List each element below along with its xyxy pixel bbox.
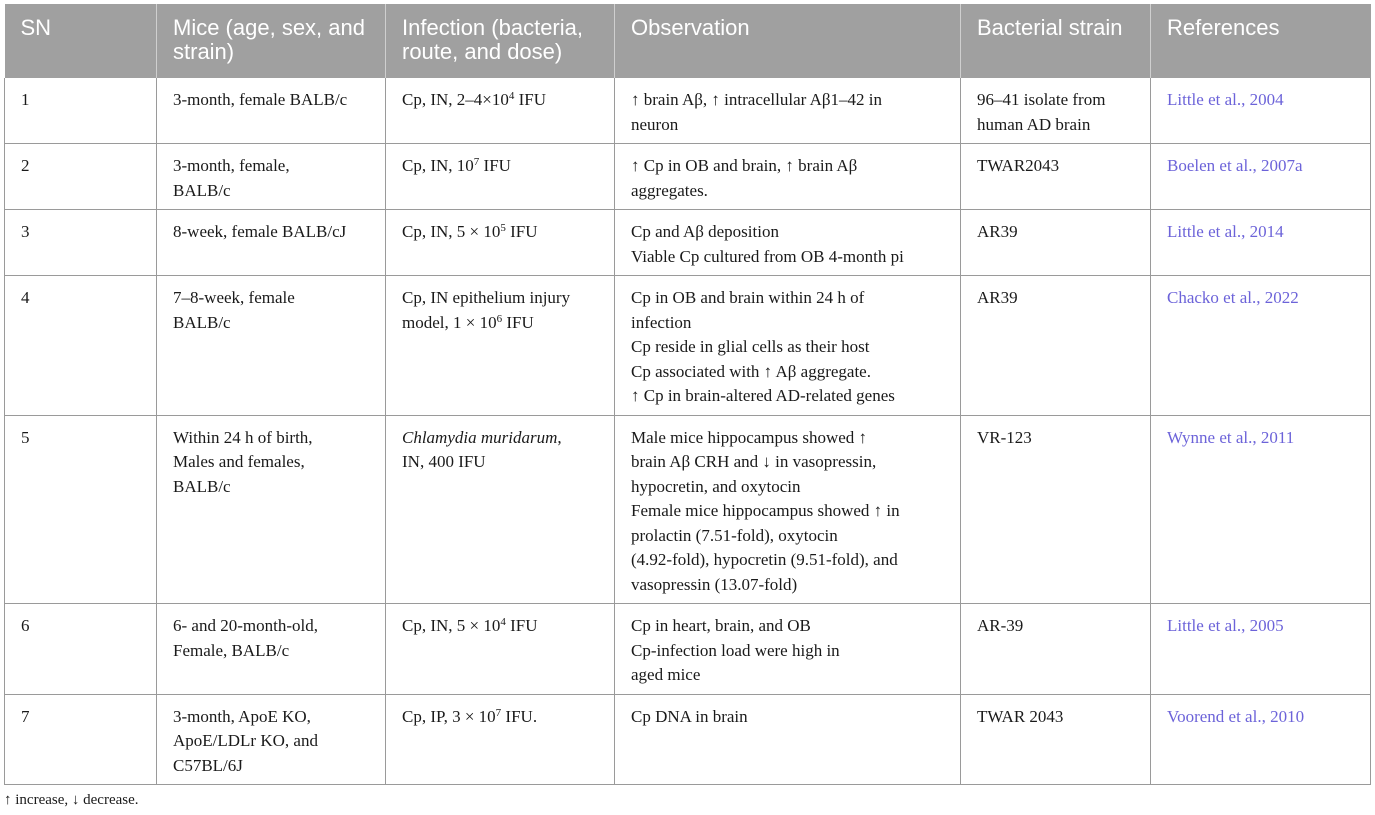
cell-observation: [615, 604, 961, 695]
infection-dose: Cp, IN, 10: [402, 156, 474, 175]
table-row: [5, 78, 1371, 144]
bacteria-name: Chlamydia muridarum: [402, 427, 558, 447]
observation-line: hypocretin, and oxytocin: [631, 476, 801, 496]
cell-reference: [1151, 415, 1371, 604]
reference-link[interactable]: Boelen et al., 2007a: [1167, 156, 1303, 175]
observation-line: ↑ Cp in brain-altered AD-related genes: [631, 386, 895, 405]
dose-exponent: 5: [500, 222, 506, 234]
table-row: [5, 276, 1371, 416]
cell-sn: 1: [5, 78, 157, 144]
strain-line: AR39: [977, 288, 1018, 307]
cell-reference: [1151, 210, 1371, 276]
table-body: [5, 78, 1371, 785]
cell-bacterial-strain: [961, 694, 1151, 785]
strain-line: VR-123: [977, 427, 1032, 447]
observation-line: Male mice hippocampus showed ↑: [631, 427, 868, 447]
infection-dose: Cp, IN, 5 × 10: [402, 222, 501, 241]
observation-line: brain Aβ CRH and ↓ in vasopressin,: [631, 452, 877, 471]
observation-line: Viable Cp cultured from OB 4-month pi: [631, 246, 904, 266]
cell-bacterial-strain: [961, 78, 1151, 144]
observation-line: Cp DNA in brain: [631, 706, 748, 726]
infection-dose: Cp, IN, 5 × 10: [402, 616, 501, 635]
infection-line: [402, 426, 598, 451]
cell-bacterial-strain: [961, 604, 1151, 695]
table-row: [5, 694, 1371, 785]
mice-line: 3-month, female BALB/c: [173, 90, 348, 109]
infection-line: [402, 311, 598, 336]
infection-dose: model, 1 × 10: [402, 312, 497, 332]
dose-exponent: 4: [500, 616, 506, 628]
cell-mice: [157, 694, 386, 785]
table-row: [5, 415, 1371, 604]
cell-observation: [615, 415, 961, 604]
cell-sn: 2: [5, 144, 157, 210]
header-observation: Observation: [615, 4, 961, 78]
header-mice: Mice (age, sex, and strain): [157, 4, 386, 78]
cell-sn: 5: [5, 415, 157, 604]
cell-infection: [386, 276, 615, 416]
header-sn: SN: [5, 4, 157, 78]
dose-exponent: 7: [495, 706, 502, 719]
mice-line: Males and females,: [173, 452, 305, 471]
dose-unit: IFU: [502, 312, 534, 332]
header-infection: Infection (bacteria, route, and dose): [386, 4, 615, 78]
cell-infection: [386, 78, 615, 144]
mice-line: BALB/c: [173, 312, 231, 332]
header-row: [5, 4, 1371, 78]
cell-sn: 7: [5, 694, 157, 785]
reference-link[interactable]: Little et al., 2004: [1167, 90, 1284, 109]
dose-exponent: 6: [496, 312, 503, 325]
observation-line: neuron: [631, 114, 679, 134]
observation-line: Cp and Aβ deposition: [631, 222, 779, 241]
cell-mice: [157, 210, 386, 276]
observation-line: vasopressin (13.07-fold): [631, 574, 798, 594]
cell-observation: [615, 78, 961, 144]
table-container: [4, 4, 1370, 785]
mice-line: 3-month, ApoE KO,: [173, 706, 311, 726]
mice-line: 8-week, female BALB/cJ: [173, 222, 347, 241]
cell-reference: [1151, 78, 1371, 144]
observation-line: aged mice: [631, 665, 701, 684]
mice-line: Female, BALB/c: [173, 640, 290, 660]
observation-line: Cp in OB and brain within 24 h of: [631, 288, 865, 307]
observation-line: ↑ brain Aβ, ↑ intracellular Aβ1–42 in: [631, 90, 882, 109]
dose-exponent: 7: [473, 156, 480, 168]
dose-unit: IFU.: [501, 706, 538, 726]
cell-mice: [157, 604, 386, 695]
strain-line: AR-39: [977, 616, 1024, 635]
observation-line: Cp-infection load were high in: [631, 640, 840, 660]
cell-infection: [386, 604, 615, 695]
cell-bacterial-strain: [961, 415, 1151, 604]
cell-bacterial-strain: [961, 276, 1151, 416]
cell-infection: [386, 415, 615, 604]
cell-sn: 3: [5, 210, 157, 276]
header-references: References: [1151, 4, 1371, 78]
cell-mice: [157, 144, 386, 210]
reference-link[interactable]: Chacko et al., 2022: [1167, 288, 1299, 307]
mice-line: BALB/c: [173, 180, 231, 200]
observation-line: infection: [631, 312, 692, 332]
observation-line: Cp reside in glial cells as their host: [631, 337, 870, 356]
cell-observation: [615, 276, 961, 416]
cell-reference: [1151, 604, 1371, 695]
infection-line: [402, 614, 598, 639]
observation-line: ↑ Cp in OB and brain, ↑ brain Aβ: [631, 156, 858, 175]
reference-link[interactable]: Little et al., 2014: [1167, 222, 1284, 241]
infection-line: [402, 154, 598, 179]
infection-line: [402, 220, 598, 245]
dose-unit: IFU: [505, 222, 538, 241]
observation-line: prolactin (7.51-fold), oxytocin: [631, 525, 838, 545]
table-footnote: ↑ increase, ↓ decrease.: [4, 792, 139, 808]
observation-line: (4.92-fold), hypocretin (9.51-fold), and: [631, 550, 898, 569]
strain-line: TWAR2043: [977, 156, 1060, 175]
cell-observation: [615, 210, 961, 276]
strain-line: 96–41 isolate from: [977, 90, 1106, 109]
cell-observation: [615, 694, 961, 785]
dose-unit: IFU: [514, 90, 547, 109]
observation-line: Cp in heart, brain, and OB: [631, 616, 811, 635]
cell-infection: [386, 210, 615, 276]
infection-dose: Cp, IP, 3 × 10: [402, 706, 496, 726]
strain-line: human AD brain: [977, 114, 1091, 134]
table-row: [5, 210, 1371, 276]
infection-line: Cp, IN epithelium injury: [402, 288, 571, 307]
header-bacterial-strain: Bacterial strain: [961, 4, 1151, 78]
cell-mice: [157, 276, 386, 416]
infection-dose: ,: [557, 427, 562, 447]
strain-line: TWAR 2043: [977, 706, 1064, 726]
reference-link[interactable]: Little et al., 2005: [1167, 616, 1284, 635]
mice-line: 3-month, female,: [173, 156, 290, 175]
cell-sn: 6: [5, 604, 157, 695]
cell-reference: [1151, 694, 1371, 785]
mice-line: C57BL/6J: [173, 755, 243, 775]
cell-mice: [157, 78, 386, 144]
infection-line: [402, 88, 598, 113]
observation-line: Female mice hippocampus showed ↑ in: [631, 501, 900, 520]
dose-unit: IFU: [505, 616, 538, 635]
reference-link[interactable]: Voorend et al., 2010: [1167, 706, 1305, 726]
dose-exponent: 4: [508, 90, 515, 102]
data-table: [4, 4, 1371, 785]
mice-line: 6- and 20-month-old,: [173, 616, 318, 635]
infection-dose: Cp, IN, 2–4×10: [402, 90, 509, 109]
cell-bacterial-strain: [961, 210, 1151, 276]
cell-bacterial-strain: [961, 144, 1151, 210]
cell-reference: [1151, 144, 1371, 210]
mice-line: ApoE/LDLr KO, and: [173, 731, 318, 750]
cell-infection: [386, 144, 615, 210]
observation-line: Cp associated with ↑ Aβ aggregate.: [631, 361, 871, 381]
reference-link[interactable]: Wynne et al., 2011: [1167, 427, 1295, 447]
dose-unit: IFU: [479, 156, 511, 175]
cell-infection: [386, 694, 615, 785]
infection-line: IN, 400 IFU: [402, 452, 486, 471]
cell-reference: [1151, 276, 1371, 416]
observation-line: aggregates.: [631, 180, 708, 200]
table-row: [5, 604, 1371, 695]
cell-sn: 4: [5, 276, 157, 416]
mice-line: Within 24 h of birth,: [173, 427, 313, 447]
cell-mice: [157, 415, 386, 604]
table-row: [5, 144, 1371, 210]
mice-line: 7–8-week, female: [173, 288, 295, 307]
infection-line: [402, 705, 598, 730]
cell-observation: [615, 144, 961, 210]
mice-line: BALB/c: [173, 476, 231, 496]
strain-line: AR39: [977, 222, 1018, 241]
